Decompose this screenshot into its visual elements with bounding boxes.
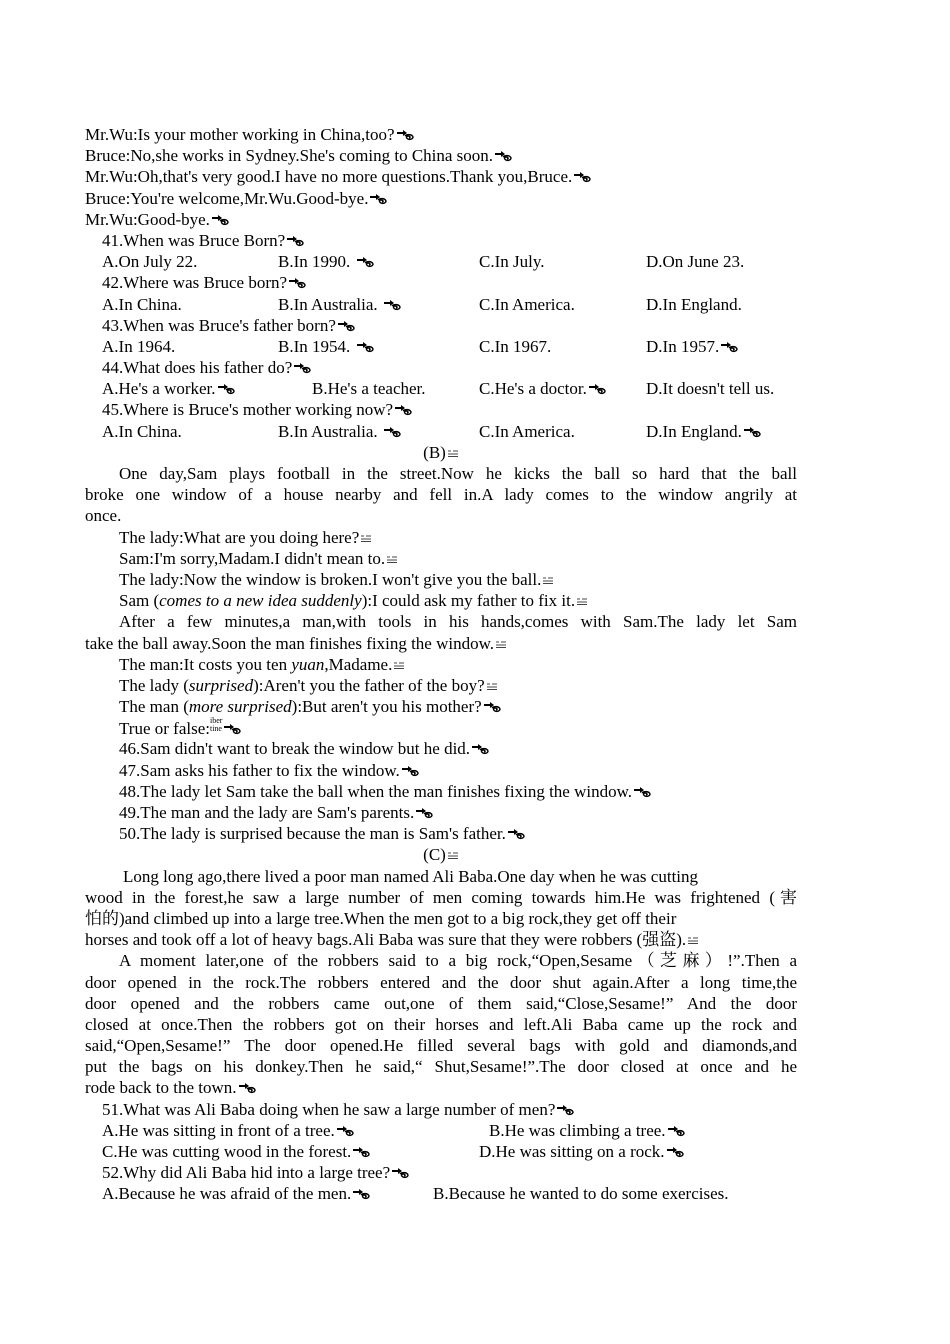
line-break-icon: [352, 1188, 370, 1200]
options-43: [85, 336, 797, 357]
dialog-line: Mr.Wu:Is your mother working in China,too?: [85, 124, 797, 145]
line-break-icon: [356, 256, 374, 268]
paragraph-mark-icon: [386, 554, 398, 564]
line-break-icon: [633, 786, 651, 798]
line-break-icon: [391, 1167, 409, 1179]
dialog-line: Sam (comes to a new idea suddenly):I could ask my father to fix it.: [85, 590, 797, 611]
statement-49: 49.The man and the lady are Sam's parents.: [85, 802, 797, 823]
option-d: D.In England.: [646, 294, 742, 314]
paragraph-mark-icon: [495, 639, 507, 649]
paragraph-line: closed at once.Then the robbers got on their horses and left.Ali Baba came up the rock and: [85, 1014, 797, 1034]
option-b: B.In 1990.: [278, 251, 374, 272]
option-c: C.In America.: [479, 294, 575, 314]
paragraph-line: horses and took off a lot of heavy bags.Ali Baba was sure that they were robbers (强盗).: [85, 929, 797, 950]
option-c: C.In 1967.: [479, 336, 552, 356]
paragraph-mark-icon: [576, 596, 588, 606]
paragraph-line: wood in the forest,he saw a large number of men coming towards him.He was frightened (害: [85, 887, 797, 907]
option-a: A.In China.: [102, 294, 182, 314]
option-b: B.In 1954.: [278, 336, 374, 357]
paragraph-mark-icon: [447, 448, 459, 458]
question-42: 42.Where was Bruce born?: [85, 272, 797, 293]
line-break-icon: [383, 426, 401, 438]
line-break-icon: [483, 701, 501, 713]
question-44: 44.What does his father do?: [85, 357, 797, 378]
dialog-line: The man (more surprised):But aren't you his mother?: [85, 696, 797, 717]
option-a: A.In 1964.: [102, 336, 176, 356]
line-break-icon: [507, 828, 525, 840]
option-d: D.In 1957.: [646, 336, 738, 357]
dialog-line: Mr.Wu:Oh,that's very good.I have no more questions.Thank you,Bruce.: [85, 166, 797, 187]
statement-48: 48.The lady let Sam take the ball when the man finishes fixing the window.: [85, 781, 797, 802]
dialog-line: The lady (surprised):Aren't you the father of the boy?: [85, 675, 797, 696]
line-break-icon: [588, 383, 606, 395]
options-45: [85, 421, 797, 442]
dialog-line: Bruce:No,she works in Sydney.She's coming to China soon.: [85, 145, 797, 166]
paragraph-mark-icon: [447, 850, 459, 860]
line-break-icon: [336, 1125, 354, 1137]
options-41: [85, 251, 797, 272]
paragraph-mark-icon: [542, 575, 554, 585]
options-52-row1: [85, 1183, 797, 1204]
option-a: A.Because he was afraid of the men.: [102, 1183, 370, 1204]
option-c: C.In America.: [479, 421, 575, 441]
line-break-icon: [573, 171, 591, 183]
line-break-icon: [211, 214, 229, 226]
options-51-row2: [85, 1141, 797, 1162]
line-break-icon: [394, 404, 412, 416]
dialog-line: Sam:I'm sorry,Madam.I didn't mean to.: [85, 548, 797, 569]
document-page: [85, 124, 797, 1205]
line-break-icon: [720, 341, 738, 353]
options-42: [85, 294, 797, 315]
section-heading-b: (B): [85, 442, 797, 463]
paragraph-line: door opened and the robbers came out,one of them said,“Close,Sesame!” And the door: [85, 993, 797, 1013]
paragraph-line: 怕的)and climbed up into a large tree.When the men got to a big rock,they get off their: [85, 908, 677, 928]
line-break-icon: [666, 1146, 684, 1158]
tiny-field-mark: iber tine: [209, 716, 223, 734]
question-41: 41.When was Bruce Born?: [85, 230, 797, 251]
paragraph-line: put the bags on his donkey.Then he said,“ Shut,Sesame!”.The door closed at once and he: [85, 1057, 797, 1077]
option-b: B.Because he wanted to do some exercises.: [433, 1184, 729, 1204]
option-d: D.On June 23.: [646, 252, 745, 272]
paragraph-line: take the ball away.Soon the man finishes fixing the window.: [85, 633, 797, 654]
option-b: B.He was climbing a tree.: [489, 1120, 685, 1141]
option-c: C.He's a doctor.: [479, 378, 606, 399]
line-break-icon: [217, 383, 235, 395]
line-break-icon: [667, 1125, 685, 1137]
line-break-icon: [494, 150, 512, 162]
question-43: 43.When was Bruce's father born?: [85, 315, 797, 336]
statement-47: 47.Sam asks his father to fix the window.: [85, 760, 797, 781]
line-break-icon: [288, 277, 306, 289]
option-d: D.He was sitting on a rock.: [479, 1141, 684, 1162]
line-break-icon: [223, 723, 241, 735]
paragraph-line: After a few minutes,a man,with tools in his hands,comes with Sam.The lady let Sam: [119, 612, 797, 632]
dialog-line: The lady:What are you doing here?: [85, 527, 797, 548]
paragraph-mark-icon: [360, 533, 372, 543]
line-break-icon: [743, 426, 761, 438]
statement-50: 50.The lady is surprised because the man is Sam's father.: [85, 823, 797, 844]
line-break-icon: [356, 341, 374, 353]
option-c: C.In July.: [479, 252, 545, 272]
question-52: 52.Why did Ali Baba hid into a large tree?: [85, 1162, 797, 1183]
option-b: B.He's a teacher.: [312, 379, 426, 399]
dialog-line: The man:It costs you ten yuan,Madame.: [85, 654, 797, 675]
dialog-line: Bruce:You're welcome,Mr.Wu.Good-bye.: [85, 188, 797, 209]
true-false-heading: True or false:iber tine: [85, 717, 797, 738]
paragraph-mark-icon: [687, 935, 699, 945]
option-a: A.On July 22.: [102, 252, 198, 272]
line-break-icon: [352, 1146, 370, 1158]
paragraph-mark-icon: [393, 660, 405, 670]
paragraph-line: A moment later,one of the robbers said to a big rock,“Open,Sesame（芝麻）!”.Then a: [119, 951, 797, 971]
paragraph-line: One day,Sam plays football in the street.Now he kicks the ball so hard that the ball: [119, 464, 797, 483]
section-heading-c: (C): [85, 844, 797, 865]
line-break-icon: [337, 320, 355, 332]
paragraph-mark-icon: [486, 681, 498, 691]
option-b: B.In Australia.: [278, 294, 401, 315]
line-break-icon: [238, 1082, 256, 1094]
paragraph-line: said,“Open,Sesame!” The door opened.He filled several bags with gold and diamonds,and: [85, 1036, 797, 1056]
option-d: D.It doesn't tell us.: [646, 379, 775, 399]
statement-46: 46.Sam didn't want to break the window but he did.: [85, 738, 797, 759]
option-d: D.In England.: [646, 421, 761, 442]
paragraph-line: once.: [85, 506, 122, 526]
options-51-row1: [85, 1120, 797, 1141]
line-break-icon: [293, 362, 311, 374]
paragraph-line: Long long ago,there lived a poor man named Ali Baba.One day when he was cutting: [123, 866, 699, 886]
dialog-line: The lady:Now the window is broken.I won't give you the ball.: [85, 569, 797, 590]
line-break-icon: [556, 1104, 574, 1116]
paragraph-line: door opened in the rock.The robbers entered and the door shut again.After a long time,the: [85, 972, 797, 992]
line-break-icon: [383, 299, 401, 311]
option-a: A.He was sitting in front of a tree.: [102, 1120, 354, 1141]
options-44: [85, 378, 797, 399]
question-45: 45.Where is Bruce's mother working now?: [85, 399, 797, 420]
dialog-line: Mr.Wu:Good-bye.: [85, 209, 797, 230]
line-break-icon: [471, 743, 489, 755]
question-51: 51.What was Ali Baba doing when he saw a large number of men?: [85, 1099, 797, 1120]
line-break-icon: [415, 807, 433, 819]
option-a: A.He's a worker.: [102, 378, 235, 399]
line-break-icon: [286, 235, 304, 247]
option-b: B.In Australia.: [278, 421, 401, 442]
line-break-icon: [396, 129, 414, 141]
paragraph-line: rode back to the town.: [85, 1077, 797, 1098]
line-break-icon: [369, 193, 387, 205]
line-break-icon: [401, 765, 419, 777]
option-a: A.In China.: [102, 421, 182, 441]
paragraph-line: broke one window of a house nearby and fell in.A lady comes to the window angrily at: [85, 485, 797, 505]
option-c: C.He was cutting wood in the forest.: [102, 1141, 370, 1162]
